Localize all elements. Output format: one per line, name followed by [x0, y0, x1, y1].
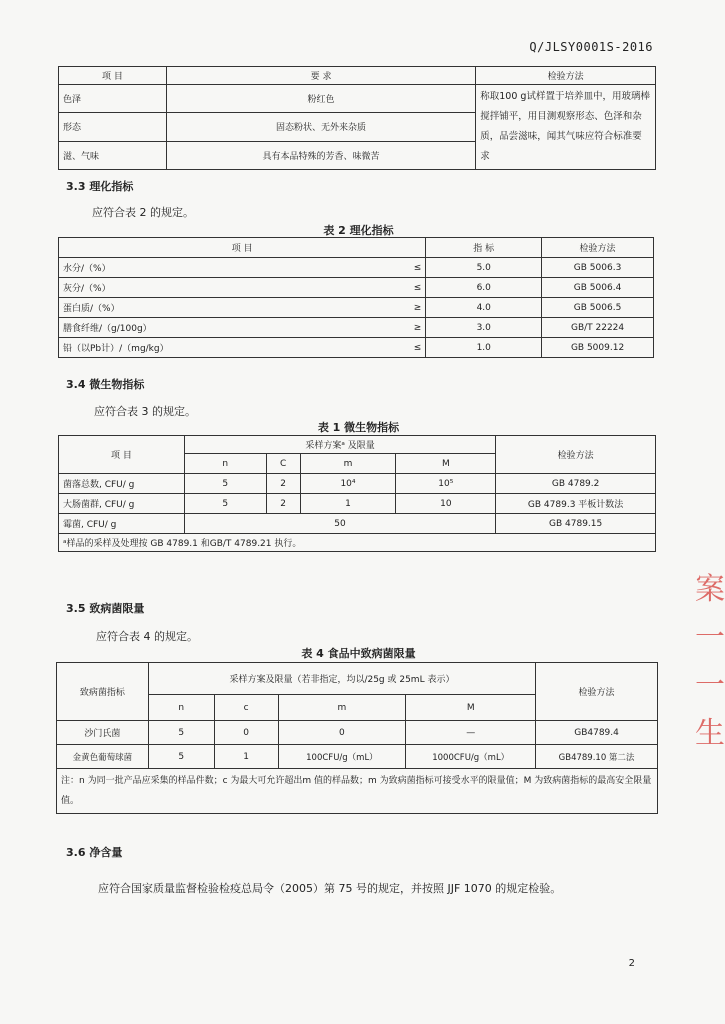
- col-header-method: 检验方法: [542, 238, 654, 258]
- table-cell: 5: [184, 494, 266, 514]
- section-heading: 3.6 净含量: [66, 846, 123, 859]
- table-cell: —: [406, 721, 536, 745]
- table-cell: ≤: [368, 278, 426, 298]
- table-cell: 2: [266, 494, 300, 514]
- table-cell: 粉红色: [166, 85, 475, 113]
- table-cell: 10⁵: [396, 474, 496, 494]
- table-cell: GB 5006.3: [542, 258, 654, 278]
- section-text: 应符合国家质量监督检验检疫总局令（2005）第 75 号的规定，并按照 JJF 1070 的规定检验。: [98, 882, 562, 895]
- col-header-method: 检验方法: [476, 67, 656, 85]
- table-row: [59, 298, 654, 318]
- pathogen-table: [56, 662, 658, 814]
- table-row: [59, 278, 654, 298]
- col-header-item: 项 目: [59, 436, 185, 474]
- table-cell: 0: [214, 721, 278, 745]
- table-cell: GB/T 22224: [542, 318, 654, 338]
- table-cell: GB 5006.5: [542, 298, 654, 318]
- table-cell: GB 4789.15: [496, 514, 656, 534]
- section-heading: 3.5 致病菌限量: [66, 602, 145, 615]
- col-header-n: n: [184, 454, 266, 474]
- table-cell: 铅（以Pb计）/（mg/kg）: [59, 338, 368, 358]
- col-header-n: n: [148, 695, 214, 721]
- stamp-char: 一: [695, 620, 725, 655]
- table-cell: 10⁴: [300, 474, 396, 494]
- table-row: [59, 514, 656, 534]
- stamp-char: 案: [695, 572, 725, 607]
- table-cell: 6.0: [426, 278, 542, 298]
- col-header-requirement: 要 求: [166, 67, 475, 85]
- physicochemical-table: [58, 237, 654, 358]
- table-cell: 5: [148, 745, 214, 769]
- col-header-M: M: [396, 454, 496, 474]
- table-cell: GB 5009.12: [542, 338, 654, 358]
- table-cell: 滋、气味: [59, 141, 167, 169]
- col-header-item: 致病菌指标: [57, 663, 149, 721]
- table-cell: ≤: [368, 258, 426, 278]
- table-cell: 色泽: [59, 85, 167, 113]
- col-header-plan: 采样方案ᵃ 及限量: [184, 436, 495, 454]
- table-cell: GB4789.10 第二法: [536, 745, 658, 769]
- table-cell: 100CFU/g（mL）: [278, 745, 406, 769]
- table-cell: 水分/（%）: [59, 258, 368, 278]
- seal-stamp: [695, 566, 725, 758]
- table-cell: GB 4789.2: [496, 474, 656, 494]
- table-cell: 50: [184, 514, 495, 534]
- table-cell: 大肠菌群, CFU/ g: [59, 494, 185, 514]
- table-cell: 1: [214, 745, 278, 769]
- col-header-item: 项 目: [59, 67, 167, 85]
- section-text: 应符合表 4 的规定。: [96, 630, 198, 643]
- col-header-item: 项 目: [59, 238, 426, 258]
- table-cell: 具有本品特殊的芳香、味微苦: [166, 141, 475, 169]
- col-header-m: m: [278, 695, 406, 721]
- col-header-c: C: [266, 454, 300, 474]
- table-cell: 5: [148, 721, 214, 745]
- table-footnote: ᵃ样品的采样及处理按 GB 4789.1 和GB/T 4789.21 执行。: [59, 534, 656, 552]
- table-caption: 表 1 微生物指标: [317, 421, 400, 434]
- method-cell: 称取100 g试样置于培养皿中，用玻璃棒搅拌铺平，用目测观察形态、色泽和杂质，品尝滋味，闻其气味应符合标准要求: [476, 85, 656, 170]
- table-row: [59, 338, 654, 358]
- section-heading: 3.4 微生物指标: [66, 378, 145, 391]
- col-header-c: c: [214, 695, 278, 721]
- stamp-char: 一: [695, 668, 725, 703]
- table-cell: 0: [278, 721, 406, 745]
- table-caption: 表 2 理化指标: [323, 224, 394, 237]
- table-cell: ≤: [368, 338, 426, 358]
- col-header-m: m: [300, 454, 396, 474]
- sensory-table: [58, 66, 656, 170]
- table-cell: 蛋白质/（%）: [59, 298, 368, 318]
- microbial-table: [58, 435, 656, 552]
- table-cell: 1000CFU/g（mL）: [406, 745, 536, 769]
- table-cell: ≥: [368, 298, 426, 318]
- col-header-method: 检验方法: [536, 663, 658, 721]
- table-cell: GB 4789.3 平板计数法: [496, 494, 656, 514]
- stamp-char: 生: [695, 716, 725, 751]
- table-cell: 4.0: [426, 298, 542, 318]
- col-header-plan: 采样方案及限量（若非指定，均以/25g 或 25mL 表示）: [148, 663, 535, 695]
- table-cell: 1.0: [426, 338, 542, 358]
- table-cell: 霉菌, CFU/ g: [59, 514, 185, 534]
- table-cell: ≥: [368, 318, 426, 338]
- col-header-M: M: [406, 695, 536, 721]
- table-row: [57, 745, 658, 769]
- table-row: [59, 258, 654, 278]
- page-number: 2: [628, 958, 635, 969]
- table-cell: 膳食纤维/（g/100g）: [59, 318, 368, 338]
- table-cell: 菌落总数, CFU/ g: [59, 474, 185, 494]
- table-cell: 3.0: [426, 318, 542, 338]
- table-cell: 固态粉状、无外来杂质: [166, 113, 475, 141]
- section-text: 应符合表 3 的规定。: [94, 405, 196, 418]
- table-cell: 10: [396, 494, 496, 514]
- col-header-index: 指 标: [426, 238, 542, 258]
- table-cell: GB4789.4: [536, 721, 658, 745]
- table-cell: 沙门氏菌: [57, 721, 149, 745]
- table-row: [59, 494, 656, 514]
- table-cell: 5.0: [426, 258, 542, 278]
- table-caption: 表 4 食品中致病菌限量: [301, 647, 416, 660]
- table-cell: 灰分/（%）: [59, 278, 368, 298]
- table-cell: 金黄色葡萄球菌: [57, 745, 149, 769]
- table-cell: GB 5006.4: [542, 278, 654, 298]
- section-heading: 3.3 理化指标: [66, 180, 134, 193]
- table-cell: 1: [300, 494, 396, 514]
- col-header-method: 检验方法: [496, 436, 656, 474]
- table-row: [57, 721, 658, 745]
- document-id: Q/JLSY0001S-2016: [529, 40, 653, 54]
- table-row: [59, 318, 654, 338]
- table-cell: 形态: [59, 113, 167, 141]
- table-cell: 5: [184, 474, 266, 494]
- table-footnote: 注：n 为同一批产品应采集的样品件数；c 为最大可允许超出m 值的样品数；m 为致病菌指标可接受水平的限量值；M 为致病菌指标的最高安全限量值。: [57, 769, 658, 814]
- section-text: 应符合表 2 的规定。: [92, 206, 194, 219]
- table-cell: 2: [266, 474, 300, 494]
- table-row: [59, 474, 656, 494]
